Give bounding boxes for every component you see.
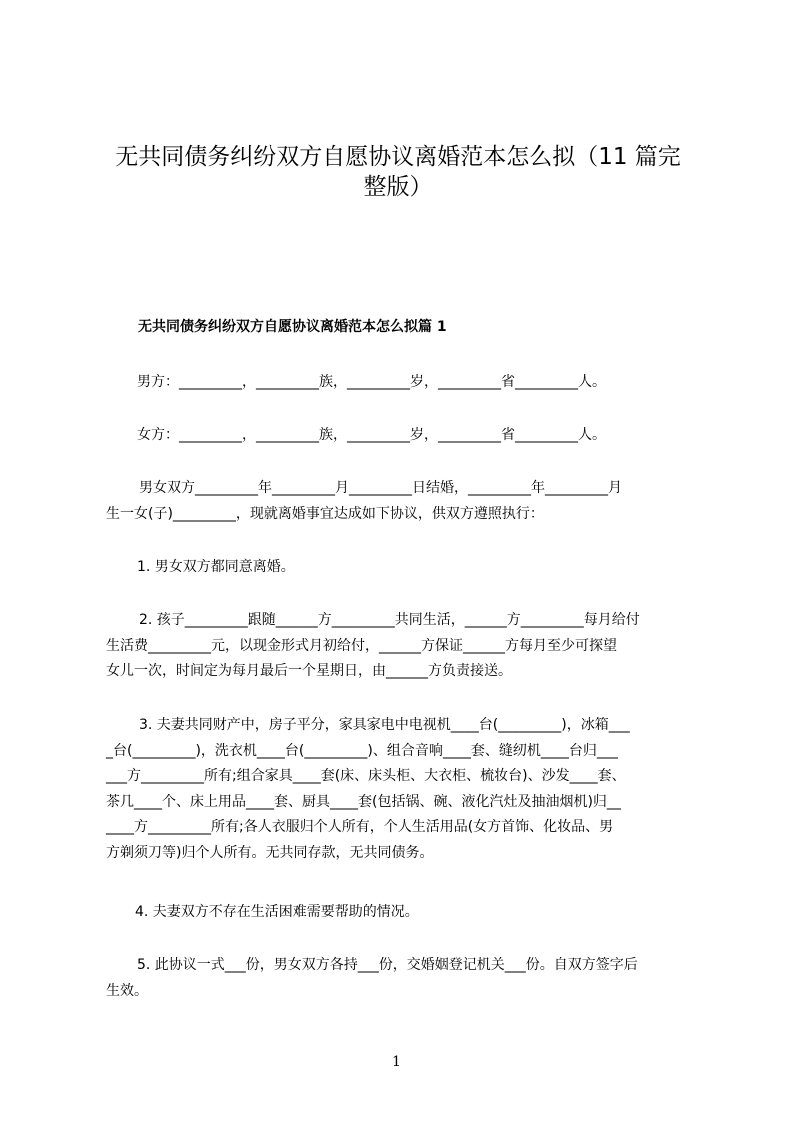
paragraph-marriage-info (106, 476, 701, 527)
paragraph-line: 1. 男女双方都同意离婚。 (137, 559, 295, 575)
paragraph-line: 3. 夫妻共同财产中，房子平分，家具家电中电视机____台(_________)，冰箱___ (139, 717, 630, 733)
paragraph-line: 男女双方_________年_________月_________日结婚，_________年_________月 (139, 480, 622, 496)
paragraph-item-1 (106, 555, 701, 581)
paragraph-line: 男方：_________，_________族，_________岁，_________省_________人。 (137, 374, 606, 390)
paragraph-line: 2. 孩子_________跟随______方_________共同生活，______方_________每月给付 (139, 612, 640, 628)
section-heading: 无共同债务纠纷双方自愿协议离婚范本怎么拟篇 1 (138, 319, 447, 335)
paragraph-line: 茶几____个、床上用品____套、厨具____套(包括锅、碗、液化汽灶及抽油烟机)归__ (106, 793, 621, 810)
document-title (100, 142, 696, 202)
paragraph-item-5 (106, 953, 701, 1004)
paragraph-line: 方剃须刀等)归个人所有。无共同存款，无共同债务。 (106, 844, 434, 861)
document-title-line-1: 无共同债务纠纷双方自愿协议离婚范本怎么拟（11 篇完 (115, 144, 681, 170)
paragraph-line: 生效。 (106, 982, 148, 999)
paragraph-line: 女儿一次，时间定为每月最后一个星期日，由______方负责接送。 (106, 663, 512, 679)
paragraph-line: 4. 夫妻双方不存在生活困难需要帮助的情况。 (135, 904, 419, 920)
paragraph-line: ___方_________所有;组合家具____套(床、床头柜、大衣柜、梳妆台)、沙发____套、 (106, 768, 626, 784)
paragraph-line: 生一女(子)_________，现就离婚事宜达成如下协议，供双方遵照执行： (106, 505, 544, 522)
page-number: 1 (392, 1054, 401, 1070)
paragraph-item-4 (106, 900, 701, 926)
paragraph-line: 生活费_________元，以现金形式月初给付，______方保证______方每月至少可探望 (106, 637, 617, 654)
paragraph-line: _台(_________)，洗衣机____台(_________)、组合音响____套、缝纫机____台归___ (106, 742, 618, 759)
paragraph-male-party (137, 370, 732, 396)
document-title-line-2: 整版） (363, 174, 433, 200)
paragraph-line: 5. 此协议一式___份，男女双方各持___份，交婚姻登记机关___份。自双方签字后 (137, 957, 638, 973)
paragraph-line: 女方：_________，_________族，_________岁，_________省_________人。 (137, 427, 606, 443)
paragraph-item-3 (106, 713, 701, 866)
paragraph-line: ____方_________所有;各人衣服归个人所有，个人生活用品(女方首饰、化妆品、男 (106, 819, 614, 835)
paragraph-item-2 (106, 608, 701, 685)
paragraph-female-party (137, 423, 732, 449)
